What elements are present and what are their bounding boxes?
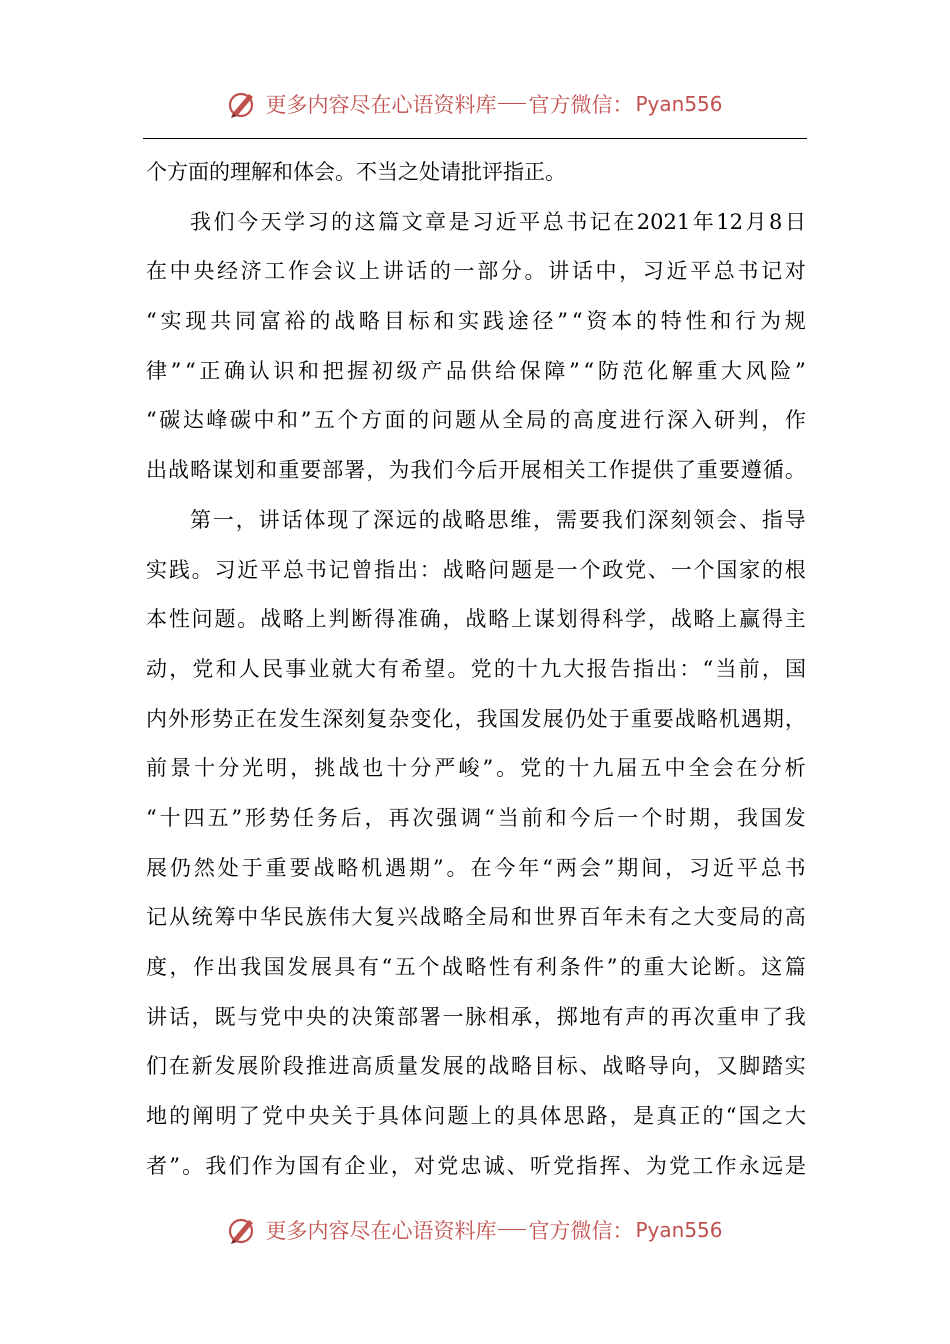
- header-banner-text: 更多内容尽在心语资料库: [265, 93, 497, 117]
- body-line: 展 仍 然 处 于 重 要 战 略 机 遇 期 ” 。 在 今 年 “ 两 会 ” 期 间 ， 习 近 平 总 书: [146, 855, 806, 880]
- footer-watermark-banner: [0, 1208, 950, 1252]
- body-line: 前 景 十 分 光 明 ， 挑 战 也 十 分 严 峻 ” 。 党 的 十 九 届 五 中 全 会 在 分 析: [146, 756, 806, 781]
- document-body: [146, 148, 806, 1191]
- header-divider: [143, 138, 807, 139]
- body-line: 律 ” “ 正 确 认 识 和 把 握 初 级 产 品 供 给 保 障 ” “ 防 范 化 解 重 大 风 险 ”: [146, 358, 806, 383]
- body-line: “ 十 四 五 ” 形 势 任 务 后 ， 再 次 强 调 “ 当 前 和 今 后 一 个 时 期 ， 我 国 发: [146, 805, 806, 830]
- footer-banner-account: Pyan556: [635, 1218, 723, 1242]
- body-line: 动 ， 党 和 人 民 事 业 就 大 有 希 望 。 党 的 十 九 大 报 告 指 出 ： “ 当 前 ， 国: [146, 656, 806, 681]
- footer-banner-label: 官方微信：: [528, 1219, 634, 1243]
- body-line: 者 ” 。 我 们 作 为 国 有 企 业 ， 对 党 忠 诚 、 听 党 指 挥 、 为 党 工 作 永 远 是: [146, 1153, 806, 1178]
- header-banner-dash: [498, 103, 526, 104]
- body-line: 出 战 略 谋 划 和 重 要 部 署 ， 为 我 们 今 后 开 展 相 关 工 作 提 供 了 重 要 遵 循 。: [146, 458, 806, 483]
- body-line: 本 性 问 题 。 战 略 上 判 断 得 准 确 ， 战 略 上 谋 划 得 科 学 ， 战 略 上 赢 得 主: [146, 607, 806, 632]
- pen-logo-icon: [227, 88, 259, 120]
- body-line: 地 的 阐 明 了 党 中 央 关 于 具 体 问 题 上 的 具 体 思 路 ， 是 真 正 的 “ 国 之 大: [146, 1104, 806, 1129]
- footer-banner-text: 更多内容尽在心语资料库: [265, 1219, 497, 1243]
- body-line: 记 从 统 筹 中 华 民 族 伟 大 复 兴 战 略 全 局 和 世 界 百 年 未 有 之 大 变 局 的 高: [146, 905, 806, 930]
- body-line: 实 践 。 习 近 平 总 书 记 曾 指 出 ： 战 略 问 题 是 一 个 政 党 、 一 个 国 家 的 根: [146, 557, 806, 582]
- body-line: 内 外 形 势 正 在 发 生 深 刻 复 杂 变 化 ， 我 国 发 展 仍 处 于 重 要 战 略 机 遇 期 ，: [146, 706, 806, 731]
- body-line: 讲 话 ， 既 与 党 中 央 的 决 策 部 署 一 脉 相 承 ， 掷 地 有 声 的 再 次 重 申 了 我: [146, 1004, 806, 1029]
- body-line: 们 在 新 发 展 阶 段 推 进 高 质 量 发 展 的 战 略 目 标 、 战 略 导 向 ， 又 脚 踏 实: [146, 1054, 806, 1079]
- header-watermark-banner: [0, 82, 950, 126]
- body-line: 在 中 央 经 济 工 作 会 议 上 讲 话 的 一 部 分 。 讲 话 中 ， 习 近 平 总 书 记 对: [146, 259, 806, 284]
- body-line: 第 一 ， 讲 话 体 现 了 深 远 的 战 略 思 维 ， 需 要 我 们 深 刻 领 会 、 指 导: [190, 507, 806, 532]
- body-line: “ 实 现 共 同 富 裕 的 战 略 目 标 和 实 践 途 径 ” “ 资 本 的 特 性 和 行 为 规: [146, 309, 806, 334]
- body-line: 度 ， 作 出 我 国 发 展 具 有 “ 五 个 战 略 性 有 利 条 件 ” 的 重 大 论 断 。 这 篇: [146, 955, 806, 979]
- body-line: 个方面的理解和体会。不当之处请批评指正。: [146, 160, 566, 184]
- header-banner-account: Pyan556: [635, 92, 723, 116]
- header-banner-label: 官方微信：: [528, 93, 634, 117]
- footer-banner-dash: [498, 1229, 526, 1230]
- body-line: 我 们 今 天 学 习 的 这 篇 文 章 是 习 近 平 总 书 记 在 2021 年 12 月 8 日: [190, 209, 806, 234]
- pen-logo-icon: [227, 1214, 259, 1246]
- body-line: “ 碳 达 峰 碳 中 和 ” 五 个 方 面 的 问 题 从 全 局 的 高 度 进 行 深 入 研 判 ， 作: [146, 408, 806, 433]
